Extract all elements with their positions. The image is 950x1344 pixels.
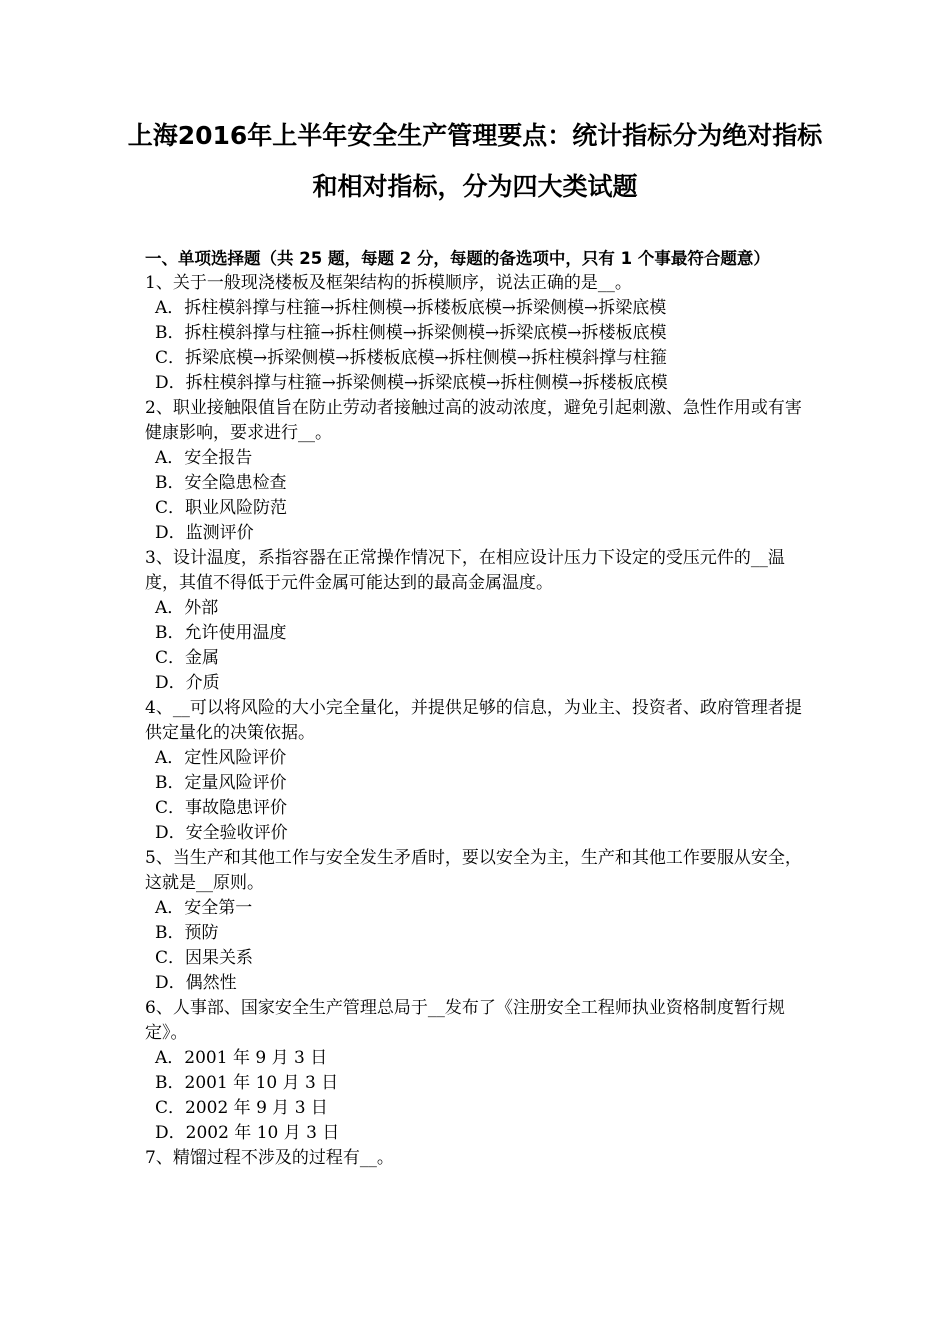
answer-option [145, 946, 810, 971]
answer-option [145, 746, 810, 771]
option-letter: D． [155, 673, 186, 693]
answer-option [145, 321, 810, 346]
option-text: 事故隐患评价 [185, 798, 288, 818]
option-text: 监测评价 [185, 523, 254, 543]
option-text: 偶然性 [185, 973, 237, 993]
option-text: 2001 年 9 月 3 日 [184, 1048, 328, 1068]
option-letter: C． [155, 948, 186, 968]
answer-option [145, 471, 810, 496]
answer-option [145, 621, 810, 646]
option-text: 允许使用温度 [184, 623, 287, 643]
option-letter: B． [155, 323, 185, 343]
option-text: 职业风险防范 [185, 498, 288, 518]
question-item [145, 996, 810, 1146]
option-text: 定性风险评价 [184, 748, 287, 768]
option-text: 安全报告 [184, 448, 253, 468]
answer-option [145, 1071, 810, 1096]
question-stem: 6、人事部、国家安全生产管理总局于__发布了《注册安全工程师执业资格制度暂行规定》。 [145, 998, 785, 1043]
answer-option [145, 1046, 810, 1071]
option-letter: A． [155, 298, 185, 318]
answer-option [145, 821, 810, 846]
answer-option [145, 671, 810, 696]
option-letter: C． [155, 798, 186, 818]
option-list [145, 746, 810, 846]
option-letter: C． [155, 348, 186, 368]
option-list [145, 1046, 810, 1146]
answer-option [145, 596, 810, 621]
question-stem: 4、__可以将风险的大小完全量化，并提供足够的信息，为业主、投资者、政府管理者提供定量化的决策依据。 [145, 698, 802, 743]
option-text: 安全第一 [184, 898, 253, 918]
document-content [145, 246, 810, 1171]
answer-option [145, 371, 810, 396]
option-letter: A． [155, 898, 185, 918]
option-list [145, 446, 810, 546]
option-letter: D． [155, 373, 186, 393]
option-letter: B． [155, 1073, 185, 1093]
answer-option [145, 446, 810, 471]
answer-option [145, 921, 810, 946]
question-stem: 5、当生产和其他工作与安全发生矛盾时，要以安全为主，生产和其他工作要服从安全，这就是__原则。 [145, 848, 802, 893]
answer-option [145, 971, 810, 996]
question-stem: 3、设计温度，系指容器在正常操作情况下，在相应设计压力下设定的受压元件的__温度，其值不得低于元件金属可能达到的最高金属温度。 [145, 548, 785, 593]
option-letter: A． [155, 598, 185, 618]
option-letter: B． [155, 773, 185, 793]
answer-option [145, 496, 810, 521]
option-letter: D． [155, 523, 186, 543]
option-letter: A． [155, 1048, 185, 1068]
question-stem: 1、关于一般现浇楼板及框架结构的拆模顺序，说法正确的是__。 [145, 273, 632, 293]
answer-option [145, 346, 810, 371]
option-list [145, 296, 810, 396]
option-letter: D． [155, 973, 186, 993]
question-stem: 7、精馏过程不涉及的过程有__。 [145, 1148, 394, 1168]
option-letter: B． [155, 623, 185, 643]
option-text: 安全验收评价 [185, 823, 288, 843]
option-text: 2002 年 10 月 3 日 [185, 1123, 340, 1143]
answer-option [145, 646, 810, 671]
answer-option [145, 1121, 810, 1146]
option-text: 预防 [184, 923, 219, 943]
answer-option [145, 296, 810, 321]
question-item [145, 846, 810, 996]
option-letter: C． [155, 1098, 186, 1118]
option-letter: A． [155, 748, 185, 768]
option-list [145, 896, 810, 996]
option-text: 拆梁底模→拆梁侧模→拆楼板底模→拆柱侧模→拆柱模斜撑与柱箍 [185, 348, 667, 368]
option-letter: B． [155, 923, 185, 943]
option-letter: C． [155, 498, 186, 518]
option-letter: D． [155, 1123, 186, 1143]
option-text: 因果关系 [185, 948, 254, 968]
option-text: 外部 [184, 598, 219, 618]
option-text: 拆柱模斜撑与柱箍→拆梁侧模→拆梁底模→拆柱侧模→拆楼板底模 [185, 373, 668, 393]
section-heading: 一、单项选择题（共 25 题，每题 2 分，每题的备选项中，只有 1 个事最符合题意） [145, 249, 770, 268]
answer-option [145, 521, 810, 546]
option-text: 安全隐患检查 [184, 473, 287, 493]
option-text: 金属 [185, 648, 220, 668]
option-text: 拆柱模斜撑与柱箍→拆柱侧模→拆楼板底模→拆梁侧模→拆梁底模 [184, 298, 667, 318]
question-list [145, 271, 810, 1171]
option-text: 2002 年 9 月 3 日 [185, 1098, 328, 1118]
option-letter: D． [155, 823, 186, 843]
question-item [145, 271, 810, 396]
answer-option [145, 1096, 810, 1121]
option-text: 介质 [185, 673, 220, 693]
option-list [145, 596, 810, 696]
option-text: 定量风险评价 [184, 773, 287, 793]
question-item [145, 546, 810, 696]
question-item [145, 396, 810, 546]
answer-option [145, 771, 810, 796]
answer-option [145, 796, 810, 821]
option-letter: C． [155, 648, 186, 668]
answer-option [145, 896, 810, 921]
question-stem: 2、职业接触限值旨在防止劳动者接触过高的波动浓度，避免引起刺激、急性作用或有害健康影响，要求进行__。 [145, 398, 802, 443]
option-text: 2001 年 10 月 3 日 [184, 1073, 339, 1093]
document-title: 上海2016年上半年安全生产管理要点：统计指标分为绝对指标和相对指标，分为四大类试题 [127, 121, 823, 201]
question-item [145, 696, 810, 846]
option-text: 拆柱模斜撑与柱箍→拆柱侧模→拆梁侧模→拆梁底模→拆楼板底模 [184, 323, 667, 343]
option-letter: B． [155, 473, 185, 493]
question-item [145, 1146, 810, 1171]
option-letter: A． [155, 448, 185, 468]
